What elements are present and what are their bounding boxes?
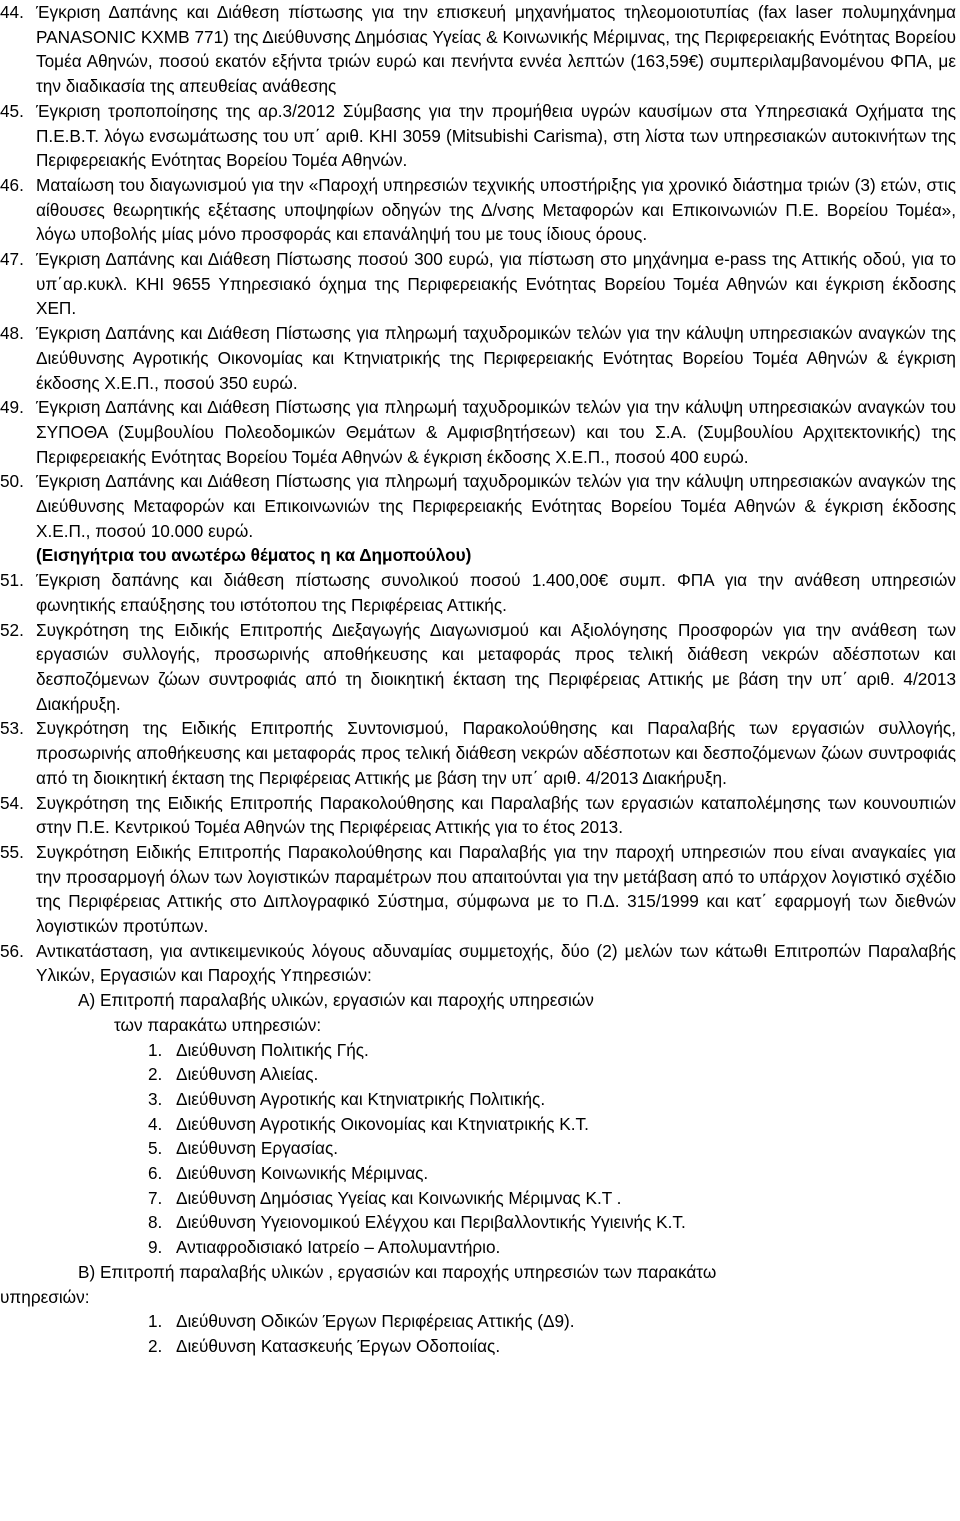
item-text: Συγκρότηση της Ειδικής Επιτροπής Συντονισμού, Παρακολούθησης και Παραλαβής των εργασιών συλλογής, προσωρινής αποθήκευσης και μεταφοράς προς τελική διάθεση νεκρών αδέσποτων και δεσποζόμενων ζώων συντροφιάς από τη διοικητική έκταση της Περιφέρειας Αττικής με βάση την υπ΄ αριθ. 4/2013 Διακήρυξη.	[36, 718, 956, 788]
item-number: 52.	[0, 619, 24, 640]
agenda-item	[0, 840, 956, 939]
list-text: Διεύθυνση Οδικών Έργων Περιφέρειας Αττικής (Δ9).	[176, 1311, 575, 1332]
section-b-heading	[0, 1260, 956, 1285]
list-number: 4.	[148, 1113, 163, 1134]
agenda-item	[0, 716, 956, 790]
item-number: 45.	[0, 100, 24, 121]
list-number: 9.	[148, 1237, 163, 1258]
list-text: Διεύθυνση Αλιείας.	[176, 1064, 319, 1085]
list-text: Διεύθυνση Δημόσιας Υγείας και Κοινωνικής Μέριμνας Κ.Τ .	[176, 1187, 622, 1208]
agenda-item	[0, 618, 956, 717]
item-number: 55.	[0, 841, 24, 862]
list-text: Διεύθυνση Αγροτικής Οικονομίας και Κτηνιατρικής Κ.Τ.	[176, 1113, 589, 1134]
item-text: Έγκριση Δαπάνης και Διάθεση πίστωσης για την επισκευή μηχανήματος τηλεομοιοτυπίας (fax laser πολυμηχάνημα PANASONIC KXMB 771) της Διεύθυνσης Δημόσιας Υγείας & Κοινωνικής Μέριμνας, της Περιφερειακής Ενότητας Βορείου Τομέα Αθηνών, ποσού εκατόν εξήντα τριών ευρώ και πενήντα εννέα λεπτών (163,59€) συμπεριλαμβανομένου ΦΠΑ, με την διαδικασία της απευθείας ανάθεσης	[36, 2, 956, 97]
service-list-item	[0, 1062, 956, 1087]
item-text: Αντικατάσταση, για αντικειμενικούς λόγους αδυναμίας συμμετοχής, δύο (2) μελών των κάτωθι Επιτροπών Παραλαβής Υλικών, Εργασιών και Παροχής Υπηρεσιών:	[36, 940, 956, 986]
item-text: Έγκριση Δαπάνης και Διάθεση Πίστωσης για πληρωμή ταχυδρομικών τελών για την κάλυψη υπηρεσιακών αναγκών της Διεύθυνσης Μεταφορών και Επικοινωνιών της Περιφερειακής Ενότητας Βορείου Τομέα Αθηνών & έγκριση έκδοσης Χ.Ε.Π., ποσού 10.000 ευρώ.	[36, 471, 956, 541]
section-b-title: Β) Επιτροπή παραλαβής υλικών , εργασιών και παροχής υπηρεσιών των παρακάτω	[78, 1261, 717, 1282]
item-number: 53.	[0, 718, 24, 739]
list-number: 2.	[148, 1335, 163, 1356]
list-number: 6.	[148, 1163, 163, 1184]
list-number: 1.	[148, 1311, 163, 1332]
service-list-item	[0, 1087, 956, 1112]
list-number: 7.	[148, 1187, 163, 1208]
item-text: Έγκριση Δαπάνης και Διάθεση Πίστωσης ποσού 300 ευρώ, για πίστωση στο μηχάνημα e-pass της Αττικής οδού, για το υπ΄αρ.κυκλ. ΚΗΙ 9655 Υπηρεσιακό όχημα της Περιφερειακής Ενότητας Βορείου Τομέα Αθηνών και έγκριση έκδοσης ΧΕΠ.	[36, 249, 956, 319]
list-number: 5.	[148, 1138, 163, 1159]
rapporteur-note: (Εισηγήτρια του ανωτέρω θέματος η κα Δημοπούλου)	[36, 545, 472, 566]
agenda-item	[0, 173, 956, 247]
agenda-item	[0, 247, 956, 321]
service-list-item	[0, 1334, 956, 1359]
item-text: Συγκρότηση της Ειδικής Επιτροπής Παρακολούθησης και Παραλαβής των εργασιών καταπολέμησης των κουνουπιών στην Π.Ε. Κεντρικού Τομέα Αθηνών της Περιφέρειας Αττικής για το έτος 2013.	[36, 792, 956, 838]
item-text: Έγκριση τροποποίησης της αρ.3/2012 Σύμβασης για την προμήθεια υγρών καυσίμων στα Υπηρεσιακά Οχήματα της Π.Ε.Β.Τ. λόγω ενσωμάτωσης του υπ΄ αριθ. ΚΗΙ 3059 (Mitsubishi Carisma), στη λίστα των υπηρεσιακών αυτοκινήτων της Περιφερειακής Ενότητας Βορείου Τομέα Αθηνών.	[36, 100, 956, 171]
item-number: 44.	[0, 2, 24, 22]
item-text: Έγκριση δαπάνης και διάθεση πίστωσης συνολικού ποσού 1.400,00€ συμπ. ΦΠΑ για την ανάθεση υπηρεσιών φωνητικής επαύξησης του ιστότοπου της Περιφέρειας Αττικής.	[36, 570, 956, 615]
list-text: Διεύθυνση Πολιτικής Γής.	[176, 1039, 369, 1060]
item-number: 56.	[0, 940, 24, 961]
section-a-list	[0, 1038, 956, 1260]
item-number: 46.	[0, 174, 24, 195]
list-text: Αντιαφροδισιακό Ιατρείο – Απολυμαντήριο.	[176, 1237, 501, 1258]
list-text: Διεύθυνση Εργασίας.	[176, 1138, 339, 1159]
agenda-item	[0, 99, 956, 173]
item-number: 47.	[0, 249, 24, 270]
agenda-items-44-50	[0, 0, 956, 543]
list-text: Διεύθυνση Κατασκευής Έργων Οδοποιίας.	[176, 1335, 501, 1356]
list-text: Διεύθυνση Υγειονομικού Ελέγχου και Περιβαλλοντικής Υγιεινής Κ.Τ.	[176, 1212, 686, 1233]
section-a-heading	[0, 988, 956, 1037]
section-b-list	[0, 1309, 956, 1358]
item-number: 50.	[0, 471, 24, 492]
agenda-items-51-56	[0, 568, 956, 988]
list-text: Διεύθυνση Κοινωνικής Μέριμνας.	[176, 1163, 429, 1184]
item-text: Συγκρότηση Ειδικής Επιτροπής Παρακολούθησης και Παραλαβής για την παροχή υπηρεσιών που είναι αναγκαίες για την προσαρμογή όλων των λογιστικών παραμέτρων που απαιτούνται για την μετάβαση από το υπάρχον λογιστικό σχέδιο της Περιφέρειας Αττικής στο Διπλογραφικό Σύστημα, σύμφωνα με το Π.Δ. 315/1999 και κατ΄ εφαρμογή των διεθνών λογιστικών προτύπων.	[36, 841, 956, 937]
item-number: 49.	[0, 397, 24, 418]
service-list-item	[0, 1038, 956, 1063]
list-number: 8.	[148, 1212, 163, 1233]
service-list-item	[0, 1161, 956, 1186]
list-text: Διεύθυνση Αγροτικής και Κτηνιατρικής Πολιτικής.	[176, 1088, 546, 1109]
section-a	[0, 988, 956, 1260]
list-number: 2.	[148, 1064, 163, 1085]
item-number: 48.	[0, 323, 24, 344]
item-text: Έγκριση Δαπάνης και Διάθεση Πίστωσης για πληρωμή ταχυδρομικών τελών για την κάλυψη υπηρεσιακών αναγκών του ΣΥΠΟΘΑ (Συμβουλίου Πολεοδομικών Θεμάτων & Αμφισβητήσεων) και του Σ.Α. (Συμβουλίου Αρχιτεκτονικής) της Περιφερειακής Ενότητας Βορείου Τομέα Αθηνών & έγκριση έκδοσης Χ.Ε.Π., ποσού 400 ευρώ.	[36, 397, 956, 467]
service-list-item	[0, 1309, 956, 1334]
agenda-item	[0, 791, 956, 840]
section-b	[0, 1260, 956, 1359]
item-text: Ματαίωση του διαγωνισμού για την «Παροχή υπηρεσιών τεχνικής υποστήριξης για χρονικό διάστημα τριών (3) ετών, στις αίθουσες θεωρητικής εξέτασης υποψηφίων οδηγών της Δ/νσης Μεταφορών και Επικοινωνιών Π.Ε. Βορείου Τομέα», λόγω υποβολής μίας μόνο προσφοράς και επανάληψή του με τους ίδιους όρους.	[36, 174, 956, 245]
agenda-item	[0, 568, 956, 617]
service-list-item	[0, 1136, 956, 1161]
agenda-item	[0, 939, 956, 988]
agenda-item	[0, 321, 956, 395]
item-number: 54.	[0, 792, 24, 813]
agenda-item	[0, 395, 956, 469]
agenda-item	[0, 469, 956, 543]
list-number: 1.	[148, 1039, 163, 1060]
service-list-item	[0, 1210, 956, 1235]
item-text: Έγκριση Δαπάνης και Διάθεση Πίστωσης για πληρωμή ταχυδρομικών τελών για την κάλυψη υπηρεσιακών αναγκών της Διεύθυνσης Αγροτικής Οικονομίας και Κτηνιατρικής της Περιφερειακής Ενότητας Βορείου Τομέα Αθηνών & έγκριση έκδοσης Χ.Ε.Π., ποσού 350 ευρώ.	[36, 323, 956, 393]
section-a-continuation: των παρακάτω υπηρεσιών:	[114, 1014, 322, 1035]
service-list-item	[0, 1186, 956, 1211]
section-b-continuation: υπηρεσιών:	[0, 1286, 90, 1307]
list-number: 3.	[148, 1088, 163, 1109]
item-number: 51.	[0, 570, 24, 591]
section-a-title: Α) Επιτροπή παραλαβής υλικών, εργασιών και παροχής υπηρεσιών	[78, 990, 594, 1011]
item-text: Συγκρότηση της Ειδικής Επιτροπής Διεξαγωγής Διαγωνισμού και Αξιολόγησης Προσφορών για την ανάθεση των εργασιών συλλογής, προσωρινής αποθήκευσης και μεταφοράς προς τελική διάθεση νεκρών αδέσποτων και δεσποζόμενων ζώων συντροφιάς από τη διοικητική έκταση της Περιφέρειας Αττικής με βάση την υπ΄ αριθ. 4/2013 Διακήρυξη.	[36, 619, 956, 714]
service-list-item	[0, 1112, 956, 1137]
agenda-item	[0, 0, 956, 99]
service-list-item	[0, 1235, 956, 1260]
